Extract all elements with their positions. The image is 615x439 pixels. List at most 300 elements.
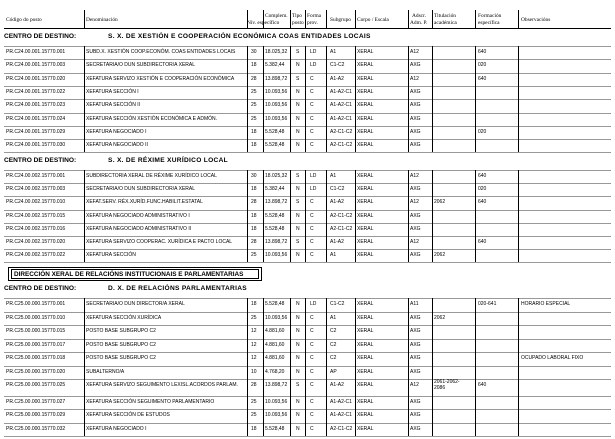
cell-complemento: 10.093,56 [265,88,288,95]
cell-observacions: OCUPADO LABORAL FIXO [521,355,584,361]
table-row [0,126,615,139]
cell-adscricion: A12 [410,199,419,206]
cell-complemento: 4.881,60 [265,328,285,334]
column-divider [518,46,519,152]
row-divider [4,262,611,263]
cell-complemento: 5.528,48 [265,225,285,232]
cell-formacion: 640 [478,382,487,388]
cell-nivel: 18 [251,425,257,432]
cell-denominacion: SECRETARIA/O DUN SUBDIRECTOR/A XERAL [86,62,196,69]
cell-forma: C [310,382,314,388]
cell-codigo: PR.C24.00.002.15770.022 [6,252,66,259]
cell-tipo: S [296,199,300,206]
cell-complemento: 18.025,32 [265,173,288,179]
cell-codigo: PR.C25.00.000.15770.020 [6,368,66,375]
cell-adscricion: AXG [410,425,421,432]
cell-subgrupo: A1-A2-C1 [330,115,352,122]
cell-tipo: N [296,301,300,307]
cell-formacion: 020 [478,62,487,69]
cell-forma: C [310,425,314,432]
column-divider [518,298,519,436]
cell-codigo: PR.C25.00.000.15770.001 [6,301,66,307]
cell-complemento: 13.898,72 [265,382,288,388]
cell-denominacion: POSTO BASE SUBGRUPO C2 [86,328,156,334]
cell-corpo: XERAL [357,341,374,348]
cell-nivel: 18 [251,212,257,219]
cell-forma: C [310,88,314,95]
cell-adscricion: AXG [410,102,421,109]
col-header-prov: prov. [307,20,318,26]
col-header-formacion: Formación [478,13,502,19]
cell-forma: LD [310,186,317,193]
table-row [0,409,615,423]
cell-adscricion: AXG [410,128,421,135]
cell-adscricion: AXG [410,62,421,69]
cell-corpo: XERAL [357,252,374,259]
table-row [0,312,615,326]
cell-tipo: N [296,314,300,321]
cell-denominacion: SUBALTERNO/A [86,368,125,375]
cell-codigo: PR.C24.00.002.15770.016 [6,225,66,232]
cell-tipo: N [296,62,300,69]
cell-corpo: XERAL [357,115,374,122]
column-divider [326,46,327,152]
cell-formacion: 640 [478,239,487,245]
cell-denominacion: XEFATURA SECCIÓN I [86,88,139,95]
cell-forma: C [310,398,314,405]
cell-corpo: XERAL [357,412,374,418]
cell-formacion: 640 [478,199,487,206]
cell-forma: C [310,199,314,206]
cell-denominacion: XEFATURA NEGOCIADO I [86,128,147,135]
cell-codigo: PR.C24.00.001.15770.020 [6,75,66,82]
table-row [0,59,615,72]
table-row [0,396,615,410]
cell-adscricion: A12 [410,239,419,245]
cell-denominacion: XEFAT.SERV. RÉX.XURÍD.FUNC.HABILIT.ESTATAL [86,199,203,206]
cell-codigo: PR.C24.00.001.15770.022 [6,88,66,95]
cell-subgrupo: A1-A2-C1 [330,412,352,418]
table-header [0,0,615,30]
table-row [0,423,615,437]
cell-tipo: N [296,212,300,219]
cell-forma: LD [310,62,317,69]
cell-adscricion: A12 [410,49,419,55]
cell-subgrupo: A2-C1-C2 [330,425,353,432]
cell-codigo: PR.C24.00.001.15770.024 [6,115,66,122]
cell-corpo: XERAL [357,301,374,307]
cell-titulacion: 2061-2062-2086 [434,379,460,391]
cell-adscricion: AXG [410,186,421,193]
col-header-observacions: Observacións [521,17,551,23]
col-header-titulacion: Titulación [434,13,456,19]
cell-corpo: XERAL [357,186,374,193]
column-divider [408,170,409,262]
cell-tipo: N [296,398,300,405]
column-divider [290,46,291,152]
cell-forma: C [310,75,314,82]
cell-subgrupo: A2-C1-C2 [330,142,353,149]
cell-adscricion: AXG [410,142,421,149]
cell-codigo: PR.C24.00.001.15770.029 [6,128,66,135]
cell-nivel: 25 [251,314,257,321]
cell-nivel: 25 [251,102,257,109]
cell-denominacion: POSTO BASE SUBGRUPO C2 [86,341,156,348]
cell-denominacion: XEFATURA SERVIZO SEGUIMENTO LEXISL.ACORDOS PARLAM. [86,382,238,388]
cell-denominacion: XEFATURA NEGOCIADO I [86,425,147,432]
centro-destino-label: CENTRO DE DESTINO: [4,157,77,164]
cell-denominacion: SECRETARIA/O DUN DIRECTOR/A XERAL [86,301,185,307]
cell-corpo: XERAL [357,328,374,334]
cell-subgrupo: A1 [330,49,337,55]
cell-complemento: 10.093,56 [265,314,288,321]
cell-complemento: 10.093,56 [265,412,288,418]
cell-denominacion: SUBD.X. XESTIÓN COOP.ECONÓM. COAS ENTIDADES LOCAIS [86,49,236,55]
cell-corpo: XERAL [357,62,374,69]
cell-codigo: PR.C24.00.001.15770.003 [6,62,66,69]
cell-tipo: N [296,186,300,193]
cell-formacion: 640 [478,75,487,82]
cell-forma: LD [310,301,317,307]
col-header-codigo: Código do posto [6,17,42,23]
cell-complemento: 4.881,60 [265,341,285,348]
cell-forma: C [310,412,314,418]
cell-complemento: 5.382,44 [265,62,285,69]
cell-titulacion: 2062 [434,252,446,259]
cell-formacion: 020 [478,186,487,193]
centro-destino-heading [4,33,604,42]
cell-forma: LD [310,49,317,55]
centro-destino-heading [4,285,604,294]
cell-nivel: 25 [251,88,257,95]
cell-nivel: 25 [251,412,257,418]
cell-codigo: PR.C25.00.000.15770.032 [6,425,66,432]
cell-adscricion: AXG [410,88,421,95]
table-row [0,249,615,262]
cell-adscricion: A12 [410,173,419,179]
column-divider [355,170,356,262]
cell-adscricion: A12 [410,382,419,388]
cell-nivel: 28 [251,239,257,245]
cell-adscricion: AXG [410,368,421,375]
cell-tipo: N [296,142,300,149]
col-header-adm: Adm. P. [410,20,428,26]
cell-complemento: 5.528,48 [265,425,285,432]
table-row [0,86,615,99]
table-row [0,99,615,112]
column-divider [475,298,476,436]
cell-subgrupo: A2-C1-C2 [330,225,353,232]
col-header-tipo: Tipo [292,13,302,19]
cell-denominacion: POSTO BASE SUBGRUPO C2 [86,355,156,361]
cell-codigo: PR.C25.00.000.15770.018 [6,355,66,361]
cell-subgrupo: C1-C2 [330,301,345,307]
cell-codigo: PR.C24.00.002.15770.020 [6,239,66,245]
header-column-divider [84,10,85,28]
column-divider [290,170,291,262]
col-header-posto: posto [292,20,304,26]
cell-subgrupo: A1-A2-C1 [330,102,352,109]
cell-denominacion: XEFATURA NEGOCIADO II [86,142,148,149]
cell-corpo: XERAL [357,88,374,95]
cell-subgrupo: A1 [330,252,337,259]
cell-nivel: 18 [251,225,257,232]
cell-codigo: PR.C24.00.002.15770.001 [6,173,66,179]
cell-adscricion: AXG [410,355,421,361]
cell-titulacion: 2062 [434,314,446,321]
cell-tipo: S [296,239,300,245]
cell-codigo: PR.C24.00.002.15770.003 [6,186,66,193]
cell-forma: C [310,341,314,348]
cell-subgrupo: A1-A2-C1 [330,88,352,95]
cell-forma: C [310,239,314,245]
table-row [0,170,615,183]
cell-formacion: 020 [478,128,487,135]
cell-tipo: N [296,412,300,418]
table-row [0,366,615,380]
cell-denominacion: XEFATURA SERVIZO XESTIÓN E COOPERACIÓN ECONÓMICA [86,75,235,82]
cell-corpo: XERAL [357,75,374,82]
col-header-especifica: específica [478,20,500,26]
header-column-divider [475,10,476,28]
cell-corpo: XERAL [357,382,374,388]
header-column-divider [432,10,433,28]
cell-forma: C [310,212,314,219]
cell-tipo: S [296,382,300,388]
column-divider [247,46,248,152]
cell-complemento: 5.528,48 [265,301,285,307]
centro-destino-heading [4,157,604,166]
cell-complemento: 5.528,48 [265,128,285,135]
column-divider [326,170,327,262]
column-divider [305,170,306,262]
cell-forma: C [310,252,314,259]
cell-nivel: 18 [251,301,257,307]
cell-observacions: HORARIO ESPECIAL [521,301,571,307]
cell-nivel: 12 [251,355,257,361]
cell-nivel: 25 [251,115,257,122]
cell-codigo: PR.C25.00.000.15770.017 [6,341,66,348]
cell-corpo: XERAL [357,425,374,432]
table-row [0,352,615,366]
cell-formacion: 640 [478,49,487,55]
column-divider [326,298,327,436]
cell-forma: C [310,328,314,334]
directorate-box [8,267,262,281]
table-row [0,46,615,59]
cell-forma: C [310,314,314,321]
cell-subgrupo: C2 [330,355,337,361]
cell-complemento: 10.093,56 [265,115,288,122]
cell-tipo: N [296,425,300,432]
cell-subgrupo: C1-C2 [330,62,345,69]
table-row [0,183,615,196]
column-divider [247,298,248,436]
cell-nivel: 18 [251,128,257,135]
centro-destino-name: S. X. DE RÉXIME XURÍDICO LOCAL [108,157,229,164]
col-header-corpo: Corpo / Escala [357,17,389,23]
cell-adscricion: AXG [410,252,421,259]
cell-titulacion: 2062 [434,199,446,206]
cell-corpo: XERAL [357,49,374,55]
cell-tipo: N [296,102,300,109]
cell-subgrupo: A1-A2 [330,75,344,82]
cell-nivel: 18 [251,62,257,69]
cell-codigo: PR.C25.00.000.15770.025 [6,382,66,388]
column-divider [408,46,409,152]
cell-corpo: XERAL [357,314,374,321]
header-column-divider [263,10,264,28]
cell-denominacion: SECRETARIA/O DUN SUBDIRECTOR/A XERAL [86,186,196,193]
column-divider [305,46,306,152]
table-row [0,223,615,236]
cell-complemento: 4.768,20 [265,368,285,375]
cell-codigo: PR.C24.00.001.15770.030 [6,142,66,149]
table-row [0,325,615,339]
cell-codigo: PR.C25.00.000.15770.029 [6,412,66,418]
cell-subgrupo: C1-C2 [330,186,345,193]
col-header-niv-especifico: Nív. específico [247,20,280,26]
cell-nivel: 25 [251,398,257,405]
cell-nivel: 28 [251,199,257,206]
cell-complemento: 13.898,72 [265,199,288,206]
cell-nivel: 12 [251,328,257,334]
header-column-divider [355,10,356,28]
cell-complemento: 10.093,56 [265,252,288,259]
cell-subgrupo: A1-A2 [330,239,344,245]
cell-nivel: 12 [251,341,257,348]
cell-tipo: N [296,115,300,122]
cell-tipo: S [296,75,300,82]
cell-subgrupo: A2-C1-C2 [330,212,353,219]
cell-complemento: 13.898,72 [265,75,288,82]
table-row [0,113,615,126]
cell-forma: C [310,142,314,149]
header-column-divider [305,10,306,28]
cell-adscricion: AXG [410,328,421,334]
table-row [0,73,615,86]
cell-corpo: XERAL [357,398,374,405]
table-row [0,139,615,152]
cell-codigo: PR.C24.00.002.15770.015 [6,212,66,219]
cell-denominacion: XEFATURA SECCIÓN [86,252,136,259]
cell-corpo: XERAL [357,199,374,206]
column-divider [432,46,433,152]
table-row [0,196,615,209]
row-divider [4,152,611,153]
column-divider [432,170,433,262]
cell-complemento: 10.093,56 [265,102,288,109]
cell-complemento: 5.382,44 [265,186,285,193]
cell-tipo: S [296,49,300,55]
cell-codigo: PR.C24.00.001.15770.001 [6,49,66,55]
cell-denominacion: XEFATURA SECCIÓN XURÍDICA [86,314,162,321]
cell-denominacion: XEFATURA SECCIÓN II [86,102,141,109]
column-divider [518,170,519,262]
cell-subgrupo: A1-A2 [330,199,344,206]
cell-nivel: 18 [251,142,257,149]
col-header-adscr: Adscr. [412,13,426,19]
cell-codigo: PR.C25.00.000.15770.015 [6,328,66,334]
cell-tipo: N [296,341,300,348]
cell-forma: C [310,368,314,375]
cell-forma: C [310,128,314,135]
header-column-divider [290,10,291,28]
cell-forma: C [310,225,314,232]
cell-forma: LD [310,173,317,179]
table-row [0,339,615,353]
cell-corpo: XERAL [357,239,374,245]
cell-adscricion: AXG [410,212,421,219]
cell-subgrupo: AP [330,368,337,375]
cell-forma: C [310,102,314,109]
col-header-subgrupo: Subgrupo [330,17,351,23]
table-row [0,298,615,312]
cell-codigo: PR.C25.00.000.15770.010 [6,314,66,321]
cell-corpo: XERAL [357,225,374,232]
cell-nivel: 30 [251,49,257,55]
cell-forma: C [310,355,314,361]
header-column-divider [326,10,327,28]
cell-adscricion: AXG [410,115,421,122]
table-row [0,236,615,249]
cell-complemento: 5.528,48 [265,142,285,149]
column-divider [355,46,356,152]
cell-subgrupo: A1-A2-C1 [330,398,352,405]
cell-complemento: 13.898,72 [265,239,288,245]
cell-tipo: N [296,252,300,259]
cell-complemento: 5.528,48 [265,212,285,219]
col-header-complem: Complem. [265,13,288,19]
column-divider [290,298,291,436]
cell-corpo: XERAL [357,355,374,361]
cell-nivel: 30 [251,173,257,179]
centro-destino-label: CENTRO DE DESTINO: [4,33,77,40]
cell-tipo: N [296,368,300,375]
cell-corpo: XERAL [357,173,374,179]
cell-denominacion: SUBDIRECTORIA XERAL DE RÉXIME XURÍDICO LOCAL [86,173,217,179]
column-divider [432,298,433,436]
cell-tipo: N [296,328,300,334]
cell-denominacion: XEFATURA SERVIZO COOPERAC. XURÍDICA E PACTO LOCAL [86,239,233,245]
cell-corpo: XERAL [357,212,374,219]
directorate-title: DIRECCIÓN XERAL DE RELACIÓNS INSTITUCIONAIS E PARLAMENTARIAS [11,269,259,279]
cell-nivel: 10 [251,368,257,375]
centro-destino-label: CENTRO DE DESTINO: [4,285,77,292]
cell-adscricion: AXG [410,225,421,232]
cell-nivel: 28 [251,382,257,388]
column-divider [84,46,85,152]
cell-complemento: 18.025,32 [265,49,288,55]
column-divider [263,170,264,262]
cell-subgrupo: C2 [330,341,337,348]
centro-destino-name: S. X. DE XESTIÓN E COOPERACIÓN ECONÓMICA COAS ENTIDADES LOCAIS [108,33,371,40]
row-divider [4,436,611,437]
col-header-forma: Forma [307,13,322,19]
cell-formacion: 020-641 [478,301,497,307]
column-divider [84,298,85,436]
column-divider [263,46,264,152]
column-divider [475,170,476,262]
cell-codigo: PR.C24.00.002.15770.010 [6,199,66,206]
header-rule [4,28,611,29]
column-divider [355,298,356,436]
cell-corpo: XERAL [357,142,374,149]
cell-nivel: 28 [251,75,257,82]
cell-adscricion: AXG [410,412,421,418]
table-row [0,210,615,223]
cell-denominacion: XEFATURA NEGOCIADO ADMINISTRATIVO II [86,225,192,232]
